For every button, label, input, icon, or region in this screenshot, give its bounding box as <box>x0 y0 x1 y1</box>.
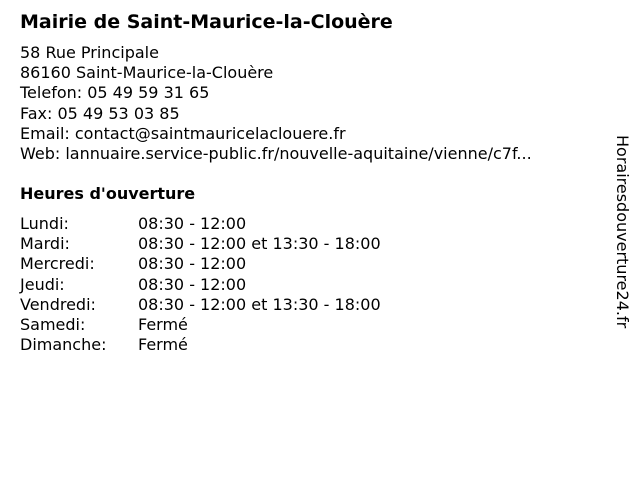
day-label: Vendredi: <box>20 294 96 314</box>
page-title: Mairie de Saint-Maurice-la-Clouère <box>20 11 393 33</box>
hours-value: Fermé <box>138 335 188 355</box>
email-address: Email: contact@saintmauricelaclouere.fr <box>20 123 346 143</box>
hours-value: 08:30 - 12:00 et 13:30 - 18:00 <box>138 294 381 314</box>
day-label: Jeudi: <box>20 274 65 294</box>
phone-number: Telefon: 05 49 59 31 65 <box>20 83 210 103</box>
hours-value: Fermé <box>138 314 188 334</box>
address-city: 86160 Saint-Maurice-la-Clouère <box>20 63 274 83</box>
hours-value: 08:30 - 12:00 <box>138 274 247 294</box>
hours-value: 08:30 - 12:00 et 13:30 - 18:00 <box>138 234 381 254</box>
day-label: Mardi: <box>20 234 70 254</box>
contact-block <box>20 43 532 164</box>
fax-number: Fax: 05 49 53 03 85 <box>20 103 180 123</box>
hours-value: 08:30 - 12:00 <box>138 214 247 233</box>
website-url: Web: lannuaire.service-public.fr/nouvelle-aquitaine/vienne/c7f... <box>20 143 532 163</box>
day-label: Samedi: <box>20 314 86 334</box>
watermark-text: Horairesdouverture24.fr <box>613 135 632 329</box>
hours-value: 08:30 - 12:00 <box>138 254 247 274</box>
address-street: 58 Rue Principale <box>20 43 159 62</box>
day-label: Lundi: <box>20 214 69 233</box>
day-label: Dimanche: <box>20 335 107 355</box>
day-label: Mercredi: <box>20 254 95 274</box>
hours-heading: Heures d'ouverture <box>20 184 196 203</box>
